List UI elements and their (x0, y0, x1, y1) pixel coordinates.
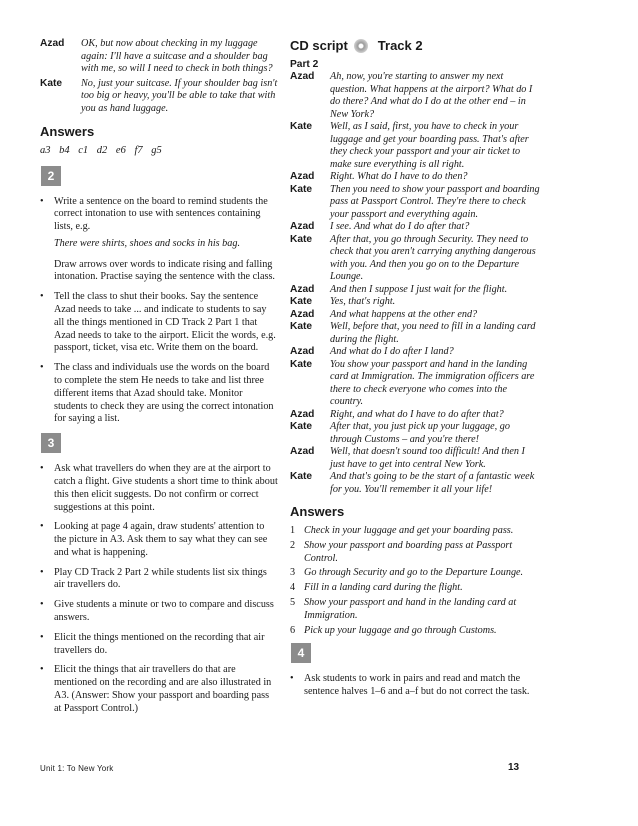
speaker: Azad (40, 38, 65, 49)
script-text: Right, and what do I have to do after that? (330, 408, 504, 420)
bullet-text: Elicit the things that air travellers do that are mentioned on the recording and are also illustrated in A3. (Answer: Show your passport and boarding pass at Passport Control.) (54, 664, 272, 714)
dialogue-text: OK, but now about checking in my luggage again: I'll have a suitcase and a shoulder bag with me, so will I need to check in both things? (81, 38, 273, 75)
answer-item (290, 567, 542, 580)
bullet-text: The class and individuals use the words on the board to complete the stem He needs to take and list three different items that Azad should take. Monitor students to check they are using the correct intonation for saying a list. (54, 362, 274, 425)
script-line (290, 409, 542, 422)
script-text: Yes, that's right. (330, 296, 396, 307)
script-line (290, 234, 542, 284)
bullet-icon: • (40, 631, 44, 643)
script-text: Right. What do I have to do then? (330, 171, 468, 182)
bullet-icon: • (40, 463, 44, 475)
speaker: Azad (290, 283, 315, 295)
list-item (290, 673, 542, 699)
bullet-icon: • (40, 664, 44, 676)
script-text: And that's going to be the start of a fantastic week for you. You'll remember it all your life! (330, 471, 535, 495)
bullet-icon: • (40, 599, 44, 611)
intonation-example: There were shirts, shoes and socks in his bag. (54, 237, 241, 249)
script-line (290, 309, 542, 322)
speaker: Azad (290, 71, 315, 82)
script-line (290, 446, 542, 471)
footer-unit: Unit 1: To New York (40, 764, 114, 773)
answer-item (290, 525, 542, 538)
bullet-text: Give students a minute or two to compare and discuss answers. (54, 599, 274, 624)
answers-heading: Answers (40, 123, 95, 139)
bullet-text: Looking at page 4 again, draw students' attention to the picture in A3. Ask them to say what they can see and what is happening. (54, 521, 268, 558)
dialogue-line (40, 38, 278, 76)
script-line (290, 284, 542, 297)
speaker: Kate (290, 233, 313, 245)
answers-heading: Answers (290, 504, 345, 519)
script-line (290, 296, 542, 309)
answer-text: Check in your luggage and get your boarding pass. (304, 525, 514, 536)
answer-text: Go through Security and go to the Departure Lounge. (304, 567, 524, 579)
script-text: Then you need to show your passport and boarding pass at Passport Control. They're there to check your passport and everything again. (330, 183, 540, 220)
answer-text: Fill in a landing card during the flight. (304, 582, 463, 594)
answer-item (290, 582, 542, 595)
script-text: Ah, now, you're starting to answer my next question. What happens at the airport? What do I do there? And what do I do at the other end – in New York? (330, 71, 533, 120)
script-line (290, 471, 542, 496)
bullet-text: Play CD Track 2 Part 2 while students list six things air travellers do. (54, 566, 267, 591)
cd-script-heading (290, 38, 542, 53)
speaker: Kate (40, 77, 63, 89)
script-line (290, 421, 542, 446)
cd-icon (354, 39, 368, 53)
speaker: Kate (290, 183, 313, 195)
answer-item (290, 597, 542, 623)
script-line (290, 184, 542, 222)
script-line (290, 121, 542, 171)
script-line (290, 171, 542, 184)
list-item (40, 291, 278, 355)
list-item (40, 599, 278, 625)
answer-number: 5 (290, 596, 296, 608)
part-label: Part 2 (290, 59, 319, 70)
answer-number: 1 (290, 525, 296, 536)
script-text: After that, you go through Security. They need to check that you aren't carrying anything dangerous with you. And then you go on to the Departure Lounge. (330, 233, 536, 282)
answer-key: a3 b4 c1 d2 e6 f7 g5 (40, 144, 162, 156)
script-text: Well, that doesn't sound too difficult! And then I just have to get into central New York. (330, 446, 525, 470)
bullet-text: Ask students to work in pairs and read and match the sentence halves 1–6 and a–f but do not correct the task. (304, 673, 530, 698)
speaker: Azad (290, 221, 315, 232)
cd-script (290, 71, 542, 496)
section-number-2: 2 (41, 166, 61, 186)
section-number-3: 3 (41, 433, 61, 453)
answer-number: 4 (290, 582, 296, 594)
speaker: Kate (290, 121, 313, 132)
answer-number: 3 (290, 567, 296, 579)
script-text: I see. And what do I do after that? (330, 221, 470, 232)
list-item (40, 567, 278, 593)
script-line (290, 321, 542, 346)
answer-item (290, 625, 542, 638)
bullet-text: Tell the class to shut their books. Say the sentence Azad needs to take ... and indicate to students to say all the things mentioned in CD Track 2 Part 1 that Azad needs to take to the airport. Elicit the words, e.g. passport, ticket, visa etc. Write them on the board. (54, 291, 276, 354)
bullet-icon: • (40, 291, 44, 303)
dialogue-line (40, 78, 278, 116)
bullet-icon: • (40, 566, 44, 578)
speaker: Kate (290, 296, 313, 307)
script-text: Well, before that, you need to fill in a landing card during the flight. (330, 321, 536, 345)
speaker: Kate (290, 471, 313, 482)
left-column (40, 38, 278, 723)
dialogue-text: No, just your suitcase. If your shoulder bag isn't too big or heavy, you'll be able to take that with you as hand luggage. (81, 77, 278, 114)
speaker: Azad (290, 408, 315, 420)
bullet-note: Draw arrows over words to indicate rising and falling intonation. Practise saying the sentence with the class. (54, 258, 275, 283)
bullet-icon: • (40, 195, 44, 207)
bullet-text: Ask what travellers do when they are at the airport to catch a flight. Give students a short time to think about this then elicit suggests. Do not confirm or correct suggestions at this point. (54, 463, 278, 513)
cd-script-label: CD script (290, 38, 348, 53)
script-text: You show your passport and hand in the landing card at Immigration. The immigration officers are there to check everyone who comes into the country. (330, 358, 535, 407)
script-line (290, 359, 542, 409)
list-item (40, 664, 278, 715)
answer-text: Show your passport and boarding pass at Passport Control. (304, 539, 513, 564)
answer-text: Pick up your luggage and go through Customs. (304, 624, 497, 636)
bullet-icon: • (40, 521, 44, 533)
list-item (40, 521, 278, 559)
list-item (40, 362, 278, 426)
right-column (290, 38, 542, 706)
script-text: And what happens at the other end? (330, 308, 478, 320)
list-item (40, 196, 278, 234)
bullet-icon: • (290, 673, 294, 685)
script-text: And what do I do after I land? (330, 346, 454, 357)
script-text: And then I suppose I just wait for the flight. (330, 283, 508, 295)
script-text: After that, you just pick up your luggage, go through Customs – and you're there! (330, 421, 510, 445)
answers-list (290, 525, 542, 637)
speaker: Kate (290, 321, 313, 332)
speaker: Azad (290, 346, 315, 357)
bullet-text: Write a sentence on the board to remind students the correct intonation to use with sentences containing lists, e.g. (54, 195, 268, 233)
script-text: Well, as I said, first, you have to check in your luggage and get your boarding pass. That's after they check your passport and your air ticket to make sure everything is all right. (330, 121, 529, 170)
script-line (290, 71, 542, 121)
answer-number: 2 (290, 539, 296, 551)
speaker: Kate (290, 421, 313, 432)
speaker: Kate (290, 358, 313, 370)
list-item (40, 632, 278, 658)
section-number-4: 4 (291, 643, 311, 663)
bullet-icon: • (40, 362, 44, 374)
speaker: Azad (290, 446, 315, 457)
script-line (290, 346, 542, 359)
speaker: Azad (290, 308, 315, 320)
script-line (290, 221, 542, 234)
answer-item (290, 540, 542, 566)
answer-number: 6 (290, 624, 296, 636)
track-label: Track 2 (377, 38, 423, 53)
bullet-text: Elicit the things mentioned on the recording that air travellers do. (54, 631, 265, 656)
list-item (40, 463, 278, 514)
speaker: Azad (290, 171, 315, 182)
answer-text: Show your passport and hand in the landing card at Immigration. (304, 596, 517, 621)
page-number: 13 (508, 762, 520, 773)
